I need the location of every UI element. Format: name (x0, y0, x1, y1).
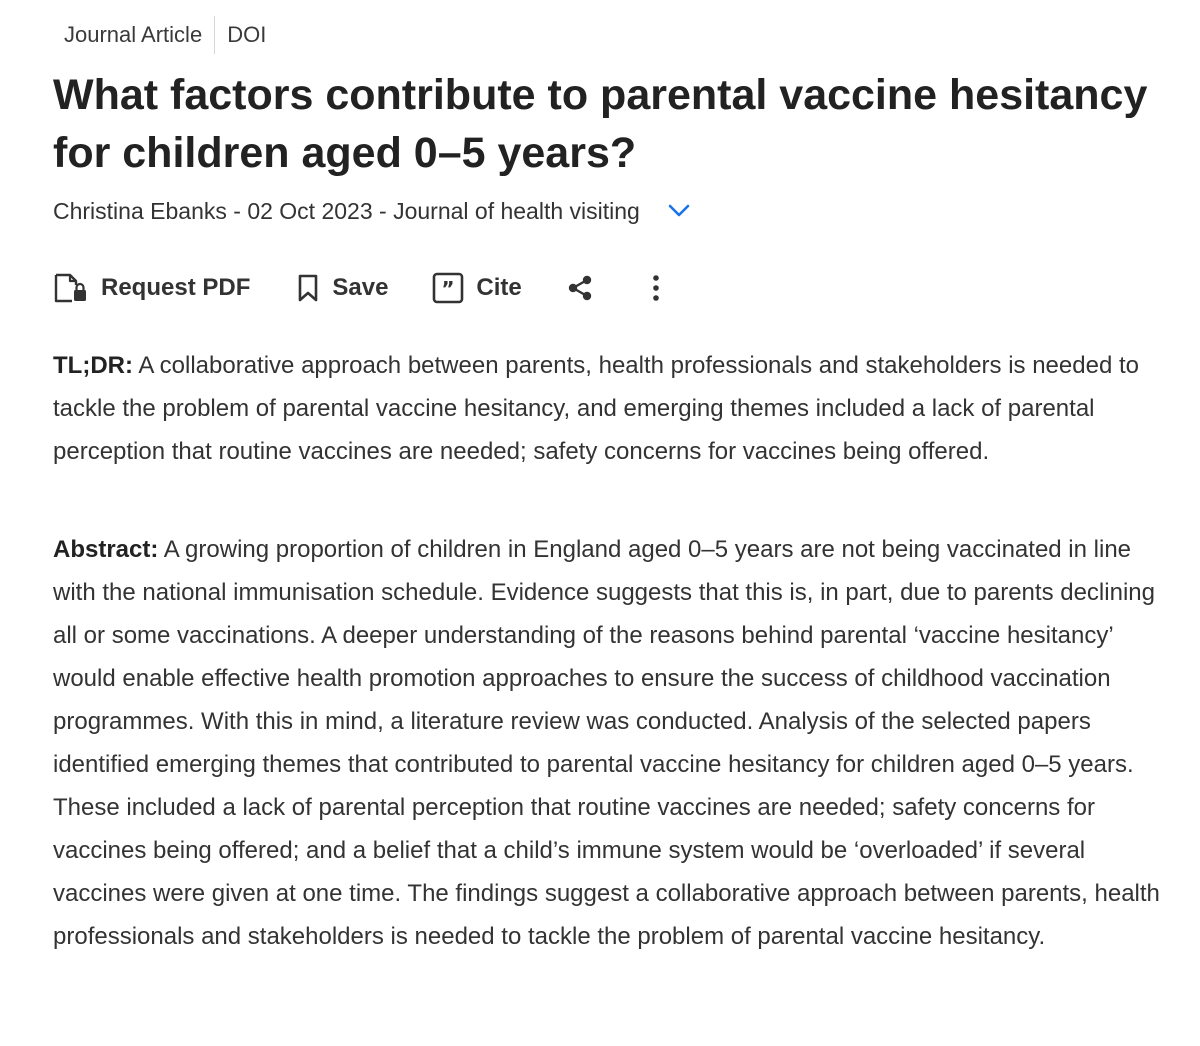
request-pdf-label: Request PDF (101, 274, 251, 301)
action-toolbar (53, 268, 662, 308)
abstract-label: Abstract: (53, 536, 159, 563)
meta-separator: - (372, 197, 394, 224)
author-name[interactable]: Christina Ebanks (53, 197, 227, 224)
abstract-section (53, 528, 1163, 958)
bookmark-icon (296, 273, 320, 303)
article-type-row (53, 16, 266, 54)
file-lock-icon (53, 272, 89, 304)
tldr-section (53, 344, 1163, 473)
share-button[interactable] (566, 274, 594, 302)
page-title: What factors contribute to parental vaccine hesitancy for children aged 0–5 years? (53, 71, 1148, 177)
cite-label: Cite (476, 274, 522, 301)
journal-name[interactable]: Journal of health visiting (393, 197, 640, 224)
more-options-button[interactable] (650, 273, 662, 303)
article-meta (53, 195, 692, 227)
chevron-down-icon[interactable] (666, 198, 692, 224)
article-type-label: Journal Article (64, 22, 203, 47)
share-icon (566, 274, 594, 302)
tldr-text: A collaborative approach between parents, health professionals and stakeholders is needed to tackle the problem of parental vaccine hesitancy, and emerging themes included a lack of parental perception that routine vaccines are needed; safety concerns for vaccines being offered. (53, 352, 1139, 465)
request-pdf-button[interactable] (53, 272, 250, 304)
abstract-text: A growing proportion of children in England aged 0–5 years are not being vaccinated in line with the national immunisation schedule. Evidence suggests that this is, in part, due to parents declining all or some vaccinations. A deeper understanding of the reasons behind parental ‘vaccine hesitancy’ would enable effective health promotion approaches to ensure the success of childhood vaccination programmes. With this in mind, a literature review was conducted. Analysis of the selected papers identified emerging themes that contributed to parental vaccine hesitancy for children aged 0–5 years. These included a lack of parental perception that routine vaccines are needed; safety concerns for vaccines being offered; and a belief that a child’s immune system would be ‘overloaded’ if several vaccines were given at one time. The findings suggest a collaborative approach between parents, health professionals and stakeholders is needed to tackle the problem of parental vaccine hesitancy. (53, 536, 1160, 950)
save-label: Save (332, 274, 389, 301)
tldr-label: TL;DR: (53, 352, 133, 379)
meta-separator: - (226, 197, 248, 224)
quote-icon (432, 272, 464, 304)
save-button[interactable] (296, 273, 388, 303)
cite-button[interactable] (432, 272, 521, 304)
svg-text:”: ” (441, 277, 455, 301)
more-vertical-icon (650, 273, 662, 303)
doi-label[interactable]: DOI (227, 22, 267, 47)
publication-date: 02 Oct 2023 (247, 197, 373, 224)
